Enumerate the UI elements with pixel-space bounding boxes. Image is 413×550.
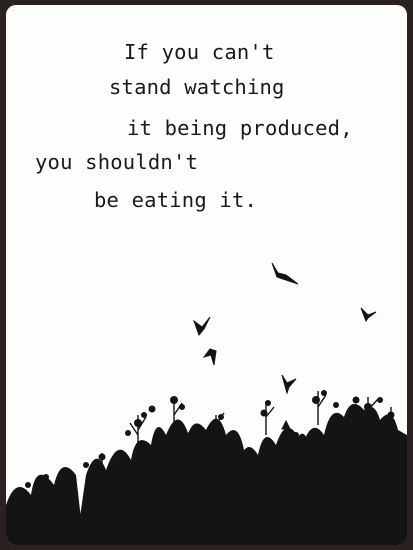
quote-card xyxy=(6,5,407,545)
bird-icon xyxy=(361,308,376,321)
quote-line-3: it being produced, xyxy=(127,116,353,140)
quote-line-1: If you can't xyxy=(124,40,275,64)
bird-icon xyxy=(282,375,296,393)
quote-line-5: be eating it. xyxy=(94,188,258,212)
quote-line-2: stand watching xyxy=(109,75,285,99)
bird-icon xyxy=(204,349,216,365)
silhouette-illustration xyxy=(6,5,407,545)
bird-icon xyxy=(272,263,298,284)
bird-icon xyxy=(194,317,210,335)
foliage-silhouette xyxy=(6,390,407,545)
quote-line-4: you shouldn't xyxy=(35,150,199,174)
